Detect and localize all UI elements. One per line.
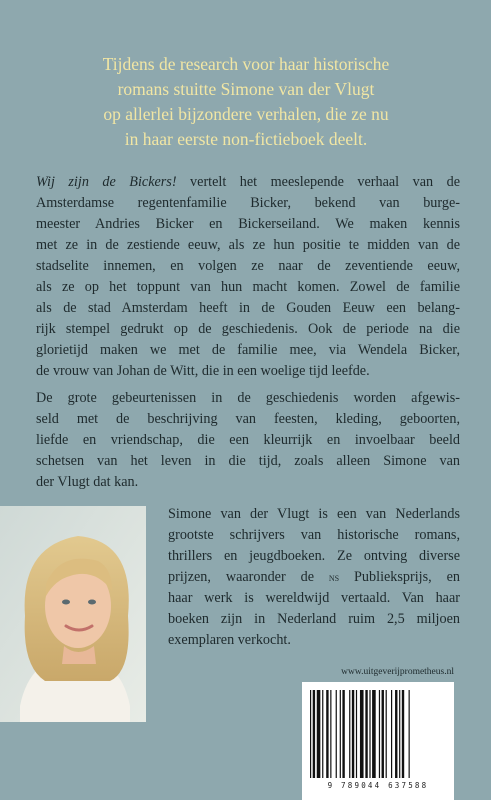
text-line: grootste schrijvers van historische romans, (168, 527, 460, 543)
barcode-bar (352, 690, 354, 778)
barcode-bar (365, 690, 367, 778)
barcode-bar (402, 690, 404, 778)
barcode-bar (336, 690, 337, 778)
description-paragraph-1 (36, 172, 460, 382)
text-line: meester Andries Bicker en Bickerseiland. We maken kennis (36, 216, 460, 232)
barcode-bar (409, 690, 410, 778)
intro-blurb (40, 52, 452, 152)
barcode-bar (330, 690, 331, 778)
author-bio (168, 504, 460, 651)
text-line: glorietijd maken we met de familie mee, via Wendela Bicker, (36, 342, 460, 358)
text-line: stadselite innemen, en volgen ze naar de zeventiende eeuw, (36, 258, 460, 274)
barcode-bar (399, 690, 400, 778)
intro-line: romans stuitte Simone van der Vlugt (117, 79, 375, 99)
intro-line: Tijdens de research voor haar historische (102, 54, 390, 74)
text-line: thrillers en jeugdboeken. Ze ontving diverse (168, 548, 460, 564)
barcode-bar (369, 690, 370, 778)
barcode-bar (326, 690, 328, 778)
isbn-barcode (302, 682, 454, 800)
barcode-bar (310, 690, 311, 778)
text-line: de vrouw van Johan de Witt, die in een woelige tijd leefde. (36, 363, 370, 379)
text-line: als de stad Amsterdam heeft in de Gouden Eeuw een belang- (36, 300, 460, 316)
text-line: exemplaren verkocht. (168, 632, 291, 648)
text-line: liefde en vriendschap, die een kleurrijk en invoelbaar beeld (36, 432, 460, 448)
barcode-bar (360, 690, 364, 778)
description-paragraph-2 (36, 388, 460, 493)
barcode-bars (310, 690, 446, 780)
text-line: als ze op het toppunt van hun macht komen. Zowel de familie (36, 279, 460, 295)
author-photo (0, 506, 146, 722)
text-line: Simone van der Vlugt is een van Nederlands (168, 506, 460, 522)
barcode-bar (356, 690, 357, 778)
barcode-bar (349, 690, 350, 778)
text-line: prijzen, waaronder de ns Publieksprijs, en (168, 569, 460, 585)
isbn-number: 9 789044 637588 (327, 781, 429, 790)
barcode-bar (379, 690, 380, 778)
barcode-bar (395, 690, 397, 778)
text-line: Wij zijn de Bickers! vertelt het meeslepende verhaal van de (36, 174, 460, 190)
barcode-bar (386, 690, 387, 778)
text-line: schetsen van het leven in die tijd, zoals alleen Simone van (36, 453, 460, 469)
barcode-bar (317, 690, 321, 778)
text-line: De grote gebeurtenissen in de geschiedenis worden afgewis- (36, 390, 460, 406)
barcode-bar (322, 690, 323, 778)
barcode-bar (382, 690, 384, 778)
text-line: rijk stempel gedrukt op de geschiedenis. Ook de periode na die (36, 321, 460, 337)
barcode-bar (340, 690, 341, 778)
ns-abbreviation: ns (328, 570, 340, 584)
barcode-bar (372, 690, 376, 778)
barcode-bar (313, 690, 315, 778)
intro-line: op allerlei bijzondere verhalen, die ze nu (103, 104, 389, 124)
text-line: boeken zijn in Nederland ruim 2,5 miljoen (168, 611, 460, 627)
barcode-bar (391, 690, 392, 778)
text-line: seld met de beschrijving van feesten, kleding, geboorten, (36, 411, 460, 427)
text-line: met ze in de zestiende eeuw, als ze hun positie te midden van de (36, 237, 460, 253)
text-line: der Vlugt dat kan. (36, 474, 139, 490)
text-line: haar werk is wereldwijd vertaald. Van haar (168, 590, 460, 606)
publisher-url: www.uitgeverijprometheus.nl (341, 667, 454, 677)
text-line: Amsterdamse regentenfamilie Bicker, bekend van burge- (36, 195, 460, 211)
book-title: Wij zijn de Bickers! (36, 174, 177, 190)
barcode-bar (342, 690, 344, 778)
intro-line: in haar eerste non-fictieboek deelt. (124, 129, 368, 149)
